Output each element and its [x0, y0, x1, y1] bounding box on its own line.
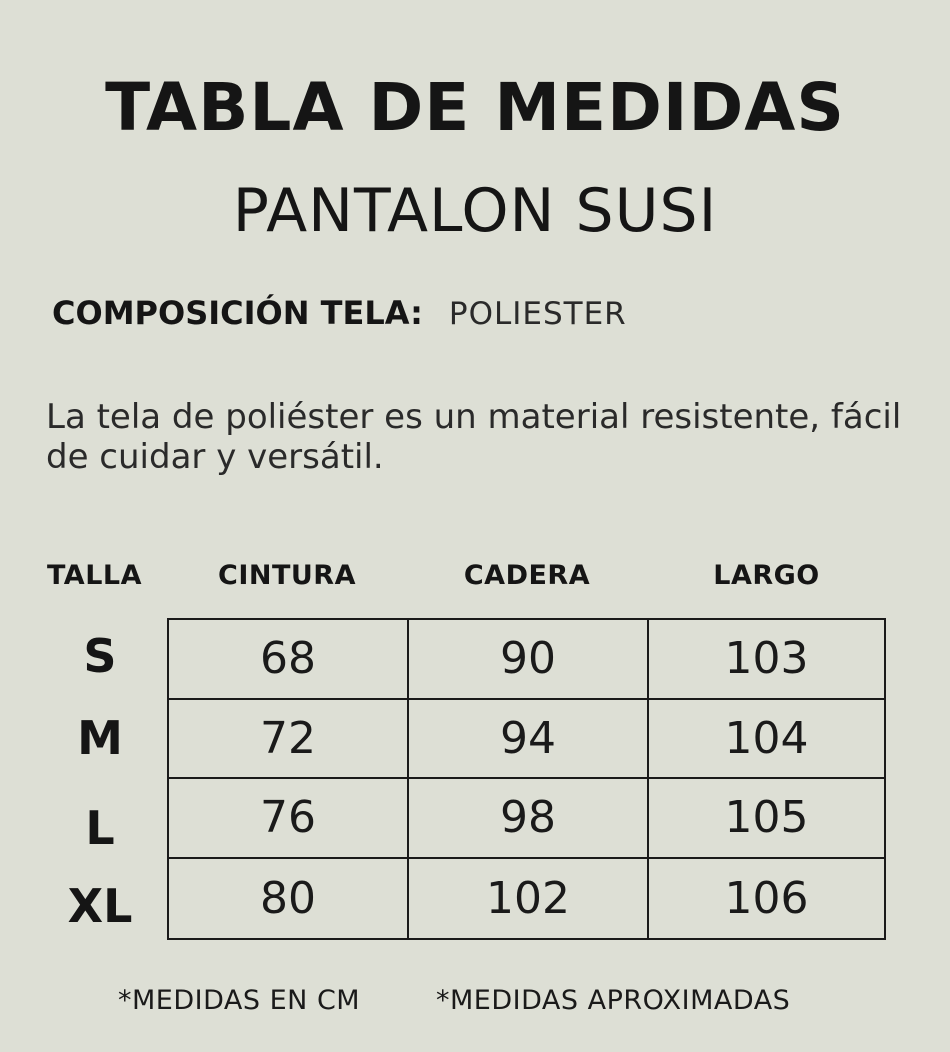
- footer-note-approx: *MEDIDAS APROXIMADAS: [436, 985, 791, 1016]
- cell-cadera-xl: 102: [409, 859, 649, 939]
- measurements-table: [167, 618, 886, 940]
- cell-largo-m: 104: [649, 700, 884, 780]
- composition-line: [52, 292, 627, 335]
- composition-label: COMPOSICIÓN TELA:: [52, 294, 423, 332]
- size-label-l: L: [85, 801, 115, 855]
- composition-value: POLIESTER: [448, 296, 627, 332]
- size-label-s: S: [83, 629, 117, 683]
- header-cadera: CADERA: [463, 560, 591, 591]
- size-label-xl: XL: [67, 879, 133, 933]
- header-largo: LARGO: [713, 560, 820, 591]
- size-label-m: M: [77, 711, 123, 765]
- cell-cintura-m: 72: [169, 700, 409, 780]
- cell-cintura-s: 68: [169, 620, 409, 700]
- fabric-description: La tela de poliéster es un material resistente, fácil de cuidar y versátil.: [46, 397, 902, 477]
- page-title: TABLA DE MEDIDAS: [105, 69, 845, 146]
- cell-largo-s: 103: [649, 620, 884, 700]
- header-cintura: CINTURA: [218, 560, 356, 591]
- cell-cintura-l: 76: [169, 779, 409, 859]
- header-talla: TALLA: [46, 560, 143, 591]
- cell-cintura-xl: 80: [169, 859, 409, 939]
- cell-cadera-l: 98: [409, 779, 649, 859]
- footer-note-units: *MEDIDAS EN CM: [118, 985, 361, 1016]
- cell-largo-xl: 106: [724, 872, 809, 924]
- cell-cadera-m: 94: [409, 700, 649, 780]
- cell-largo-l: 105: [649, 779, 884, 859]
- product-name: PANTALON SUSI: [232, 176, 718, 246]
- cell-cadera-s: 90: [409, 620, 649, 700]
